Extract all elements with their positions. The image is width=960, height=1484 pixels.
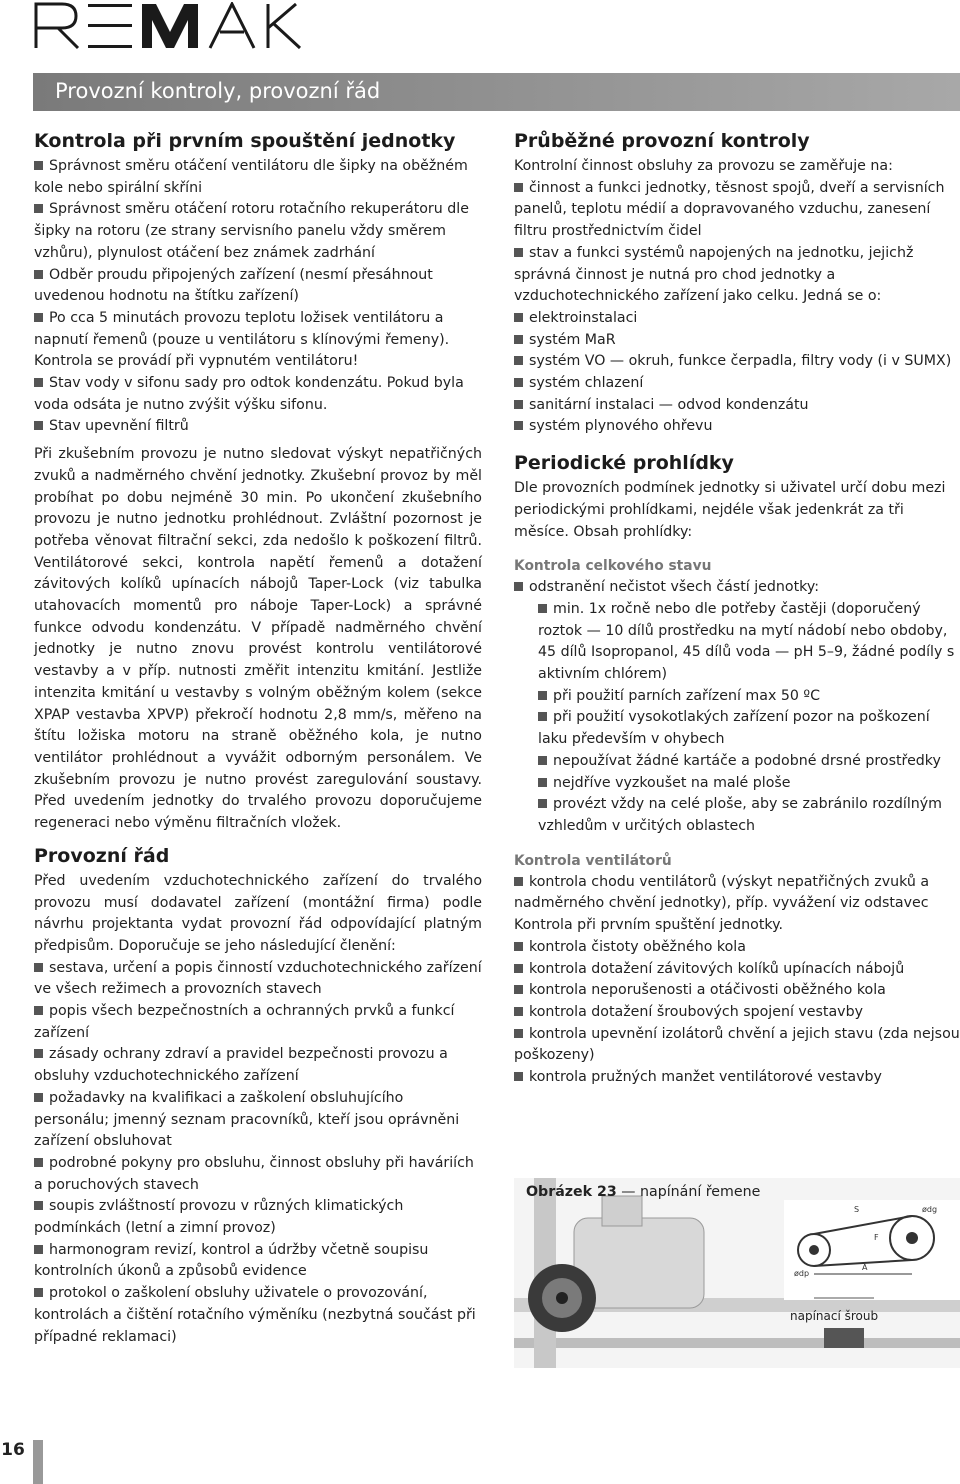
list-item: min. 1x ročně nebo dle potřeby častěji (doporučený roztok — 10 dílů prostředku na mytí nádobí nebo obdoby, 45 dílů Isopropanol, 45 dílů voda — pH 5–9, žádné podíly s aktivním chlórem) xyxy=(538,600,955,683)
subsection-title-overall: Kontrola celkového stavu xyxy=(514,558,712,575)
list-item: nejdříve vyzkoušet na malé ploše xyxy=(538,773,960,795)
operating-rules-intro: Před uvedením vzduchotechnického zařízení do trvalého provozu musí dodavatel zařízení (montážní firma) podle návrhu projektanta vydat provozní řád odpovídající platným předpisům. Doporučuje se jeho následující členění: xyxy=(34,872,482,954)
list-item: stav a funkci systémů napojených na jednotku, jejichž správná činnost je nutná pro chod jednotky a vzduchotechnického zařízení jako celku. Jedná se o: xyxy=(514,244,914,305)
list-item: kontrola pružných manžet ventilátorové vestavby xyxy=(514,1067,960,1089)
list-item: systém VO — okruh, funkce čerpadla, filtry vody (i v SUMX) xyxy=(514,351,960,373)
figure-caption: Obrázek 23 — napínání řemene xyxy=(526,1184,761,1200)
bullet-square-icon xyxy=(34,1049,43,1058)
list-item: systém chlazení xyxy=(514,373,960,395)
fig-label-dg: ødg xyxy=(922,1205,938,1214)
bullet-square-icon xyxy=(514,877,523,886)
list-item: nepoužívat žádné kartáče a podobné drsné prostředky xyxy=(538,751,960,773)
bullet-square-icon xyxy=(34,161,43,170)
bullet-square-icon xyxy=(514,248,523,257)
bullet-square-icon xyxy=(34,1201,43,1210)
bullet-square-icon xyxy=(514,985,523,994)
bullet-square-icon xyxy=(514,942,523,951)
bullet-square-icon xyxy=(514,313,523,322)
first-start-list xyxy=(34,156,482,438)
fig-label-s: S xyxy=(854,1205,860,1214)
fig-label-a: A xyxy=(862,1263,868,1272)
list-item: Správnost směru otáčení rotoru rotačního rekuperátoru dle šipky na rotoru (ze strany servisního panelu vždy směrem vzhůru), plynulost otáčení bez známek zadrhání xyxy=(34,201,469,261)
list-item: protokol o zaškolení obsluhy uživatele o provozování, kontrolách a čištění rotačního výměníku (nezbytná součást při případné reklamaci) xyxy=(34,1285,476,1345)
list-item: systém MaR xyxy=(514,330,960,352)
list-item: zásady ochrany zdraví a pravidel bezpečnosti provozu a obsluhy vzduchotechnického zařízení xyxy=(34,1046,448,1085)
section-title-operating-rules: Provozní řád xyxy=(34,844,170,867)
systems-list xyxy=(514,308,960,438)
list-item: Stav upevnění filtrů xyxy=(34,416,482,438)
list-item: kontrola čistoty oběžného kola xyxy=(514,937,960,959)
bullet-square-icon xyxy=(538,604,547,613)
bullet-square-icon xyxy=(34,1006,43,1015)
list-item: při použití vysokotlakých zařízení pozor na poškození laku především v ohybech xyxy=(538,709,930,748)
periodic-intro: Dle provozních podmínek jednotky si uživatel určí dobu mezi periodickými prohlídkami, nejdéle však jedenkrát za tři měsíce. Obsah prohlídky: xyxy=(514,480,946,540)
list-item: kontrola upevnění izolátorů chvění a jejich stavu (zda nejsou poškozeny) xyxy=(514,1025,960,1064)
list-item: elektroinstalaci xyxy=(514,308,960,330)
list-item: Po cca 5 minutách provozu teplotu ložisek ventilátoru a napnutí řemenů (pouze u ventilátoru s klínovými řemeny). Kontrola se provádí při vypnutém ventilátoru! xyxy=(34,309,450,370)
list-item: systém plynového ohřevu xyxy=(514,416,960,438)
list-item: při použití parních zařízení max 50 ºC xyxy=(538,686,960,708)
page-number: 16 xyxy=(1,1440,25,1460)
list-item: soupis zvláštností provozu v různých klimatických podmínkách (letní a zimní provoz) xyxy=(34,1198,404,1237)
bullet-square-icon xyxy=(538,712,547,721)
fig-label-f: F xyxy=(874,1233,879,1242)
list-item: sanitární instalaci — odvod kondenzátu xyxy=(514,395,960,417)
remak-logo xyxy=(34,2,334,50)
fan-checks-list xyxy=(514,872,960,1089)
left-column xyxy=(34,128,482,1348)
ongoing-checks-intro: Kontrolní činnost obsluhy za provozu se zaměřuje na: xyxy=(514,158,893,174)
bullet-square-icon xyxy=(538,799,547,808)
bullet-square-icon xyxy=(538,778,547,787)
figure-number: Obrázek 23 xyxy=(526,1184,617,1200)
bullet-square-icon xyxy=(34,963,43,972)
fig-label-dp: ødp xyxy=(794,1269,810,1278)
bullet-square-icon xyxy=(514,378,523,387)
list-item: kontrola neporušenosti a otáčivosti oběžného kola xyxy=(514,980,960,1002)
list-item: podrobné pokyny pro obsluhu, činnost obsluhy při haváriích a poruchových stavech xyxy=(34,1154,474,1193)
subsection-title-fans: Kontrola ventilátorů xyxy=(514,852,672,869)
bullet-square-icon xyxy=(538,756,547,765)
right-column xyxy=(514,128,960,1089)
section-title-first-start: Kontrola při prvním spouštění jednotky xyxy=(34,130,456,152)
bullet-square-icon xyxy=(34,204,43,213)
list-item: Správnost směru otáčení ventilátoru dle šipky na oběžném kole nebo spirální skříni xyxy=(34,158,468,196)
bullet-square-icon xyxy=(34,270,43,279)
bullet-square-icon xyxy=(34,378,43,387)
list-item: Stav vody v sifonu sady pro odtok kondenzátu. Pokud byla voda odsáta je nutno zvýšit výšku sifonu. xyxy=(34,375,464,413)
tension-screw-label: napínací šroub xyxy=(790,1309,879,1323)
list-item: sestava, určení a popis činností vzduchotechnického zařízení ve všech režimech a provozních stavech xyxy=(34,959,482,998)
bullet-square-icon xyxy=(514,964,523,973)
section-banner xyxy=(33,73,960,111)
bullet-square-icon xyxy=(514,335,523,344)
list-item: kontrola chodu ventilátorů (výskyt nepatřičných zvuků a nadměrného chvění jednotky), příp. vyvážení viz odstavec Kontrola při prvním spuštění jednotky. xyxy=(514,873,930,934)
list-item: odstranění nečistot všech částí jednotky: xyxy=(514,577,960,599)
belt-tension-figure xyxy=(514,1178,960,1368)
bullet-square-icon xyxy=(514,1072,523,1081)
belt-tension-illustration xyxy=(514,1178,960,1368)
banner-title: Provozní kontroly, provozní řád xyxy=(55,79,381,103)
list-item: Odběr proudu připojených zařízení (nesmí přesáhnout uvedenou hodnotu na štítku zařízení) xyxy=(34,266,433,305)
test-run-paragraph: Při zkušebním provozu je nutno sledovat výskyt nepatřičných zvuků a nadměrného chvění jednotky. Zkušební provoz by měl probíhat po dobu nejméně 30 min. Po ukončení zkušebního provozu je nutno jednotku prohlédnout. Zvláštní pozornost je potřeba věnovat filtrační sekci, zda nedošlo k poškození filtrů. Ventilátorové sekci, kontrola napětí řemenů a dotažení závitových kolíků upínacích nábojů Taper-Lock (viz tabulka utahovacích momentů pro náboje Taper-Lock) a správné funkce odvodu kondenzátu. V případě nadměrného chvění jednotky je nutno znovu provést kontrolu ventilátorové vestavby a v příp. nutnosti změřit intenzitu kmitání. Jestliže intenzita kmitání u vestavby s volným oběžným kolem (sekce XPAP vestavba XPVP) překročí hodnotu 2,8 mm/s, měřeno na štítu ložiska motoru na straně oběžného kola, je nutno ventilátor prohlédnout a vyvážit odborným personálem. Ve zkušebním provozu je nutno provést zaregulování soustavy. Před uvedením jednotky do trvalého provozu doporučujeme regeneraci nebo výměnu filtračních vložek. xyxy=(34,446,482,832)
bullet-square-icon xyxy=(34,421,43,430)
bullet-square-icon xyxy=(34,1158,43,1167)
bullet-square-icon xyxy=(34,1245,43,1254)
list-item: kontrola dotažení závitových kolíků upínacích nábojů xyxy=(514,959,960,981)
cleaning-sublist xyxy=(514,599,960,838)
list-item: harmonogram revizí, kontrol a údržby včetně soupisu kontrolních úkonů a způsobů evidence xyxy=(34,1241,429,1280)
operating-rules-list xyxy=(34,958,482,1349)
list-item: provézt vždy na celé ploše, aby se zabránilo rozdílným vzhledům v určitých oblastech xyxy=(538,796,942,834)
list-item: činnost a funkci jednotky, těsnost spojů, dveří a servisních panelů, teplotu médií a dopravovaného vzduchu, zanesení filtru prostřednictvím čidel xyxy=(514,179,945,240)
section-title-ongoing-checks: Průběžné provozní kontroly xyxy=(514,130,810,152)
list-item: popis všech bezpečnostních a ochranných prvků a funkcí zařízení xyxy=(34,1003,455,1041)
bullet-square-icon xyxy=(514,356,523,365)
bullet-square-icon xyxy=(514,400,523,409)
bullet-square-icon xyxy=(514,582,523,591)
page-marker-bar xyxy=(33,1440,43,1484)
bullet-square-icon xyxy=(514,1007,523,1016)
bullet-square-icon xyxy=(34,1093,43,1102)
bullet-square-icon xyxy=(514,421,523,430)
bullet-square-icon xyxy=(514,1029,523,1038)
figure-title: napínání řemene xyxy=(640,1184,761,1200)
bullet-square-icon xyxy=(34,1288,43,1297)
list-item: kontrola dotažení šroubových spojení vestavby xyxy=(514,1002,960,1024)
bullet-square-icon xyxy=(538,691,547,700)
section-title-periodic: Periodické prohlídky xyxy=(514,452,734,475)
bullet-square-icon xyxy=(514,183,523,192)
list-item: požadavky na kvalifikaci a zaškolení obsluhujícího personálu; jmenný seznam pracovníků, kteří jsou oprávněni zařízení obsluhovat xyxy=(34,1089,460,1150)
bullet-square-icon xyxy=(34,313,43,322)
